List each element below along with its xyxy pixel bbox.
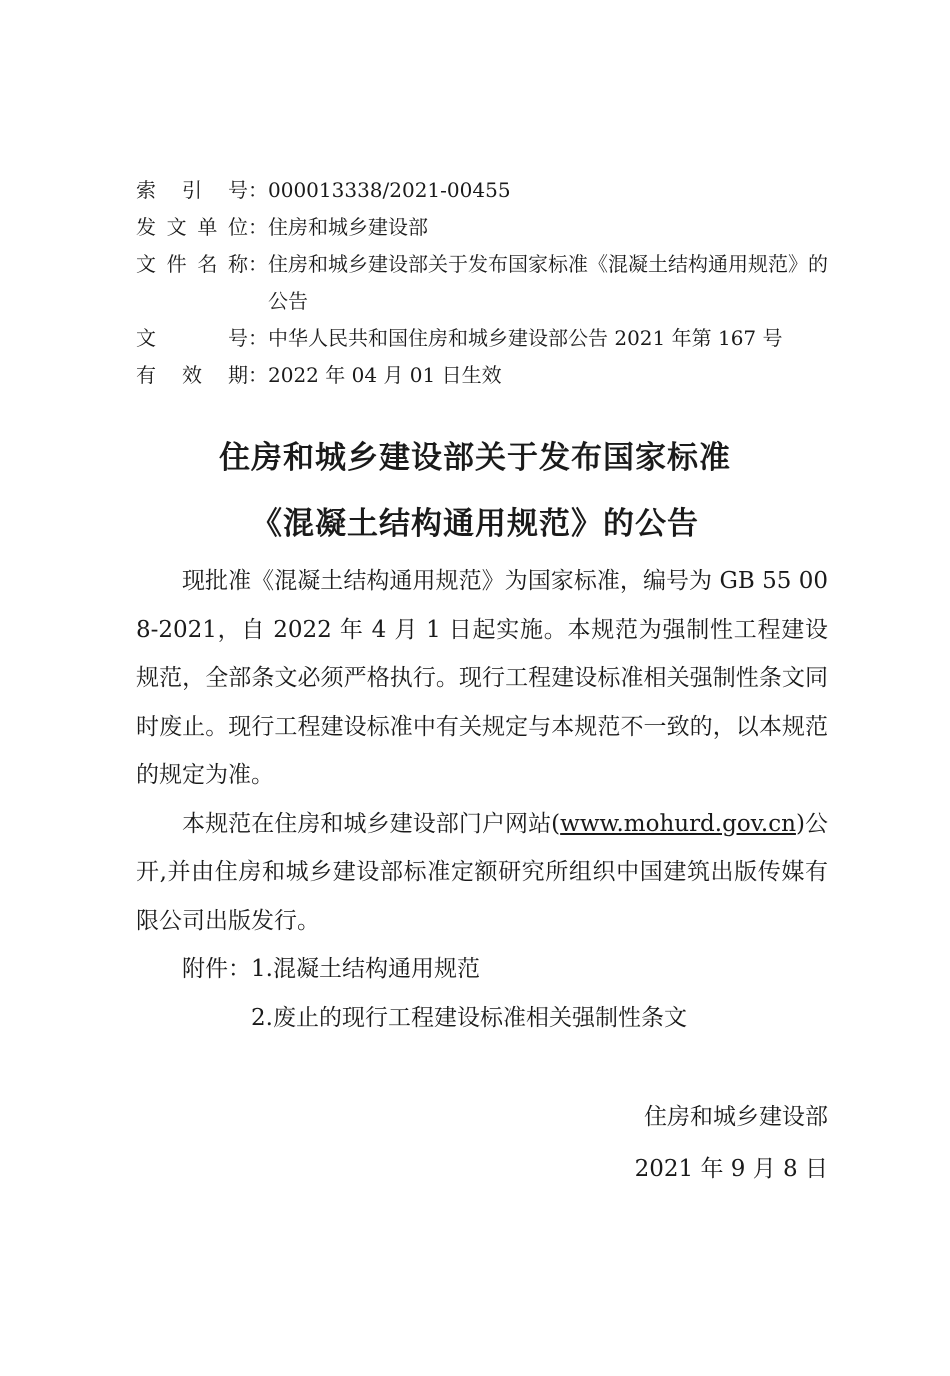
attachment-item-1: 1.混凝土结构通用规范 [251,956,480,982]
attachments [136,945,828,1042]
body-paragraph-2-rest: )公开,并由住房和城乡建设部标准定额研究所组织中国建筑出版传媒有限公司出版发行。 [136,810,828,934]
meta-label-char: 名 [197,252,218,276]
meta-label-char: 称 [227,252,248,276]
meta-colon: ： [248,215,268,239]
body-paragraph-2-intro: 本规范在住房和城乡建设部门户网站( [182,810,561,837]
signature-date: 2021 年 9 月 8 日 [634,1156,828,1182]
meta-row-filename [136,246,836,320]
announcement-title-line-1: 住房和城乡建设部关于发布国家标准 [219,440,731,476]
meta-label-filename [136,246,248,283]
signature-organization: 住房和城乡建设部 [644,1104,828,1130]
meta-colon: ： [248,178,268,202]
meta-label-char: 效 [182,363,202,387]
meta-colon: ： [248,326,268,350]
document-metadata [136,172,836,394]
meta-label-char: 号 [228,326,248,350]
meta-value-filename: 住房和城乡建设部关于发布国家标准《混凝土结构通用规范》的公告 [268,252,828,313]
body-paragraph-2 [136,800,828,946]
meta-row-docno [136,320,836,357]
body-paragraph-1: 现批准《混凝土结构通用规范》为国家标准，编号为 GB 55 008-2021，自 2022 年 4 月 1 日起实施。本规范为强制性工程建设规范，全部条文必须严格执行。现行工程建设标准相关强制性条文同时废止。现行工程建设标准中有关规定与本规范不一致的，以本规范的规定为准。 [136,568,828,788]
meta-label-index [136,172,248,209]
meta-label-char: 有 [136,363,156,387]
attachment-item-2: 2.废止的现行工程建设标准相关强制性条文 [251,1004,687,1031]
meta-label-char: 引 [182,178,202,202]
meta-label-char: 索 [136,178,156,202]
meta-label-char: 单 [197,215,218,239]
meta-value-validity: 2022 年 04 月 01 日生效 [268,363,502,387]
meta-label-char: 号 [228,178,248,202]
meta-value-index: 000013338/2021-00455 [268,178,511,202]
meta-label-char: 文 [136,252,156,276]
attachment-list [251,945,687,1042]
meta-colon: ： [248,363,268,387]
meta-label-char: 位 [227,215,248,239]
meta-label-char: 期 [228,363,248,387]
attachment-label: 附件： [182,956,251,982]
meta-label-char: 文 [166,215,187,239]
meta-value-issuer: 住房和城乡建设部 [268,215,428,239]
meta-colon: ： [248,252,268,276]
meta-label-docno [136,320,248,357]
announcement-title-line-2: 《混凝土结构通用规范》的公告 [251,506,699,542]
meta-row-index [136,172,836,209]
mohurd-website-link[interactable]: www.mohurd.gov.cn [560,810,796,837]
meta-label-char: 件 [166,252,187,276]
announcement-body [136,557,828,1042]
meta-row-issuer [136,209,836,246]
meta-label-validity [136,357,248,394]
meta-label-issuer [136,209,248,246]
meta-label-char: 发 [136,215,156,239]
meta-label-char: 文 [136,326,156,350]
meta-row-validity [136,357,836,394]
meta-value-docno: 中华人民共和国住房和城乡建设部公告 2021 年第 167 号 [268,326,783,350]
